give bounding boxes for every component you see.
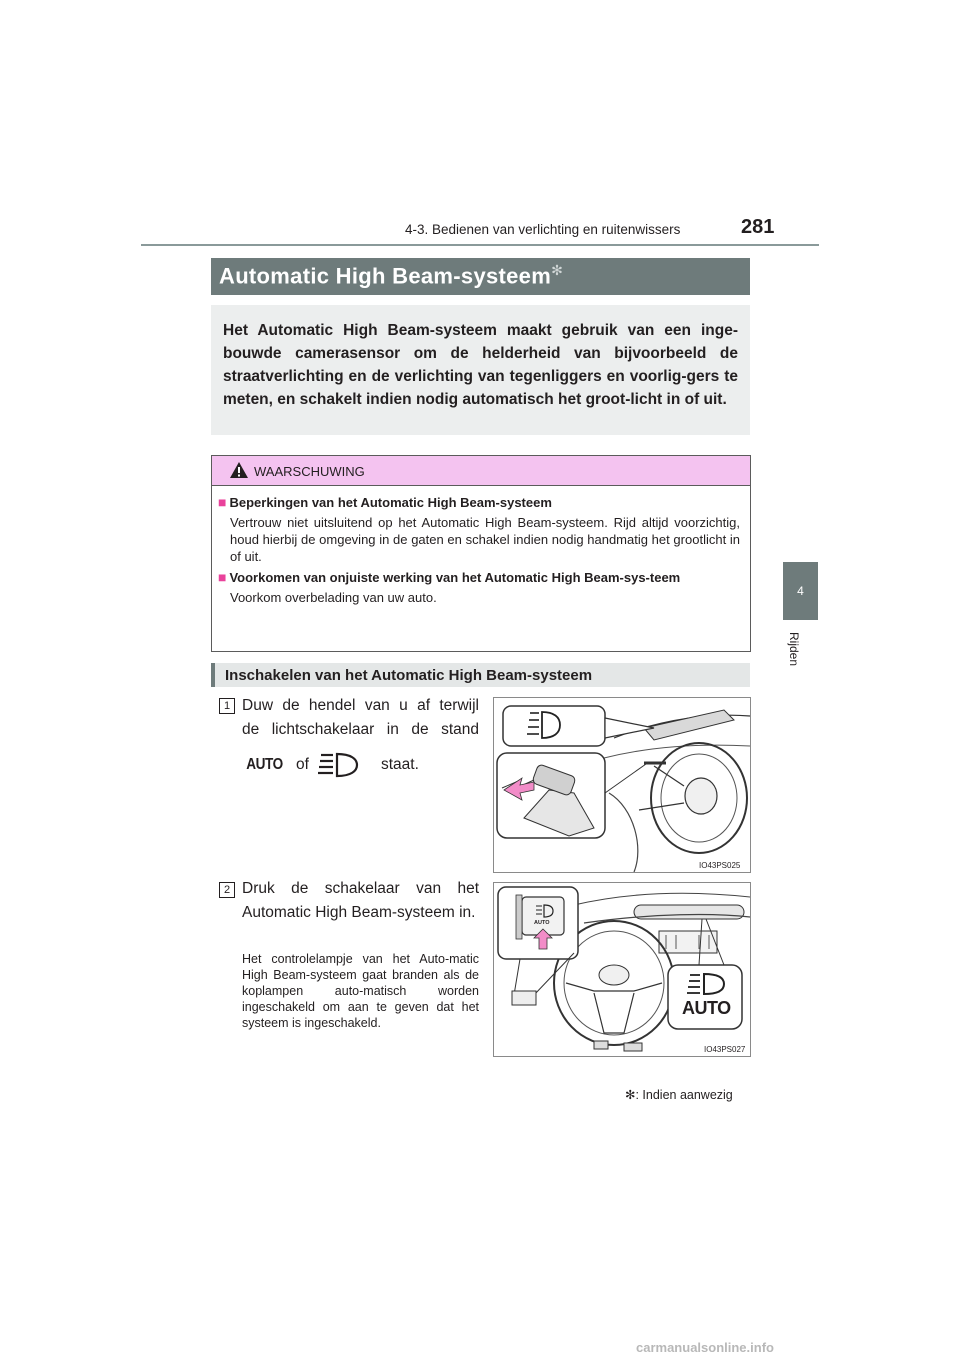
warning-item-heading — [218, 569, 740, 586]
chapter-tab: 4 — [783, 562, 818, 620]
asterisk-icon: ✻ — [551, 262, 564, 278]
warning-box — [211, 455, 751, 652]
step-1-inline-icons — [243, 750, 419, 780]
figure-1-code: IO43PS025 — [699, 861, 741, 870]
section-title-text: Automatic High Beam-systeem — [219, 263, 552, 289]
subsection-bar — [211, 663, 750, 687]
section-title-bar — [211, 258, 750, 295]
callout-auto-label: AUTO — [682, 998, 731, 1018]
watermark: carmanualsonline.info — [636, 1340, 774, 1355]
header-divider — [141, 244, 819, 246]
chapter-label: Rijden — [787, 632, 801, 667]
intro-text: Het Automatic High Beam-systeem maakt gebruik van een inge-bouwde camerasensor om de helderheid van bijvoorbeeld de straatverlichting en de verlichting van tegenliggers en voorlig-gers te meten, en schakelt indien nodig automatisch het groot-licht in of uit. — [223, 322, 738, 408]
warning-item-text: Vertrouw niet uitsluitend op het Automatic High Beam-systeem. Rijd altijd voorzichtig, houd hierbij de omgeving in de gaten en schakel indien nodig handmatig het grootlicht in of uit. — [230, 515, 740, 564]
step-number-1: 1 — [219, 698, 235, 714]
square-bullet-icon: ■ — [218, 494, 227, 510]
figure-dashboard-illustration — [493, 882, 751, 1057]
warning-header — [212, 456, 750, 486]
warning-item-heading — [218, 494, 740, 511]
figure-2-code: IO43PS027 — [704, 1045, 746, 1054]
warning-item-heading-text: Beperkingen van het Automatic High Beam-systeem — [229, 495, 552, 510]
step-1-text — [242, 694, 479, 742]
warning-triangle-icon — [229, 461, 249, 479]
button-auto-label: AUTO — [534, 920, 550, 926]
warning-title: WAARSCHUWING — [254, 464, 365, 479]
step-number-2: 2 — [219, 882, 235, 898]
footnote: ✻: Indien aanwezig — [625, 1088, 733, 1102]
headlight-icon — [317, 750, 363, 780]
section-title — [219, 262, 563, 289]
step-1-line-2: de lichtschakelaar in de stand — [242, 721, 479, 738]
or-word: of — [296, 756, 309, 773]
step-2-text: Druk de schakelaar van het Automatic High Beam-systeem in. — [242, 880, 479, 921]
warning-item-heading-text: Voorkomen van onjuiste werking van het Automatic High Beam-sys-teem — [229, 570, 681, 585]
warning-item-text: Voorkom overbelading van uw auto. — [230, 590, 437, 605]
subsection-title: Inschakelen van het Automatic High Beam-systeem — [225, 667, 593, 684]
step-1-suffix: staat. — [380, 756, 419, 773]
header-section-title: 4-3. Bedienen van verlichting en ruitenwissers — [405, 222, 681, 237]
step-2-note: Het controlelampje van het Auto-matic High Beam-systeem gaat branden als de koplampen auto-matisch worden ingeschakeld om aan te geven dat het systeem is ingeschakeld. — [242, 952, 479, 1030]
dashboard-illustration — [494, 883, 750, 1056]
auto-label: AUTO — [246, 756, 283, 773]
intro-box — [211, 305, 750, 435]
warning-body — [218, 494, 740, 610]
page-number: 281 — [741, 216, 775, 238]
step-1-line-1: Duw de hendel van u af terwijl — [242, 697, 479, 714]
square-bullet-icon: ■ — [218, 569, 227, 585]
figure-lever-illustration — [493, 697, 751, 873]
lever-illustration — [494, 698, 750, 872]
